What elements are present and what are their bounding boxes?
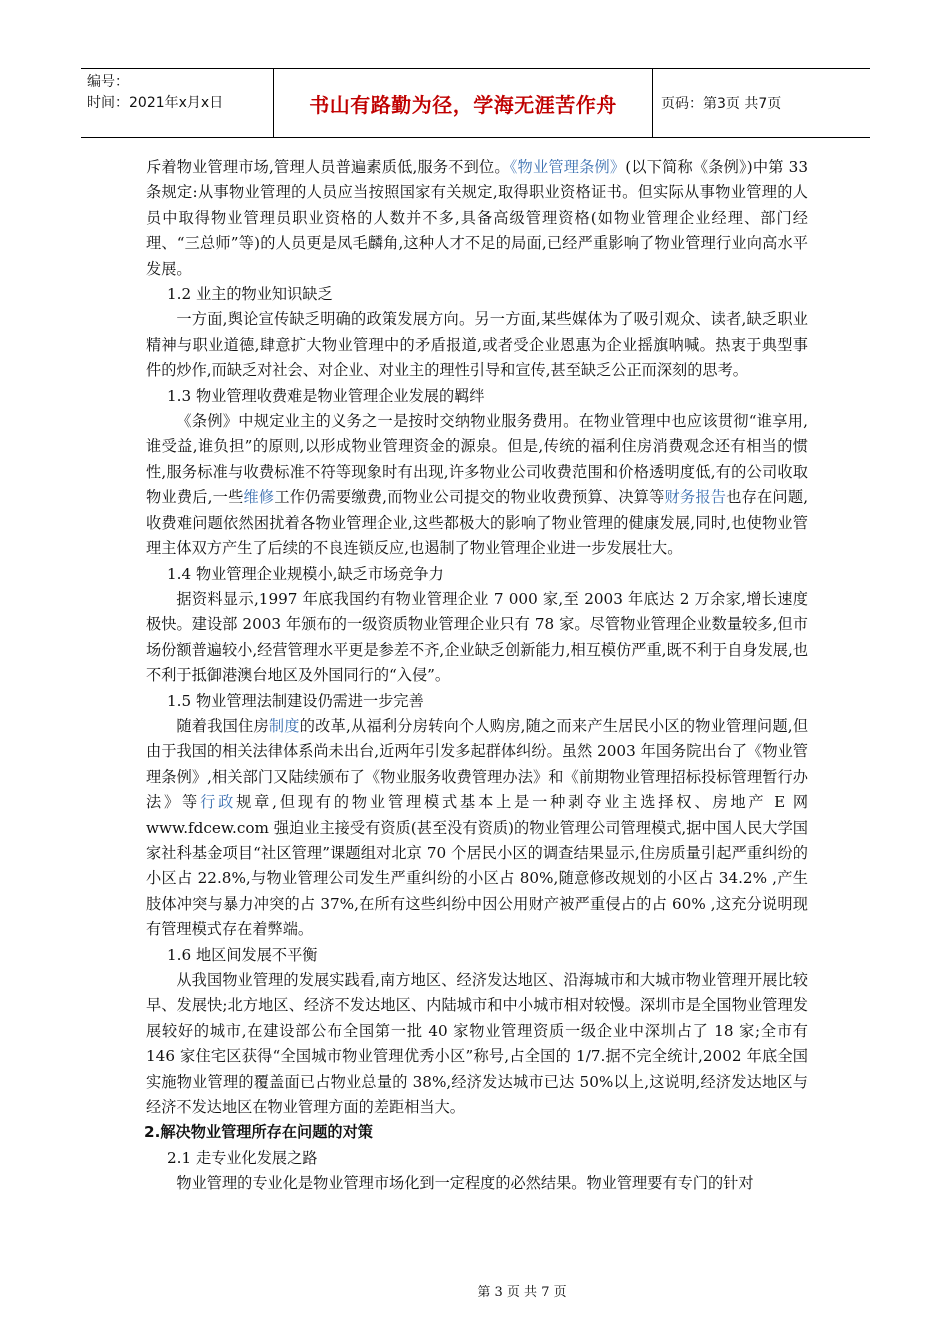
paragraph: 随着我国住房制度的改革,从福利分房转向个人购房,随之而来产生居民小区的物业管理问题,但由于我国的相关法律体系尚未出台,近两年引发多起群体纠纷。虽然 2003 年国务院出台了《物业管理条例》,相关部门又陆续颁布了《物业服务收费管理办法》和《前期物业管理招标投标管理暂行办法》等行政规章,但现有的物业管理模式基本上是一种剥夺业主选择权、房地产 E 网 www.fdcew.com 强迫业主接受有资质(甚至没有资质)的物业管理公司管理模式,据中国人民大学国家社科基金项目“社区管理”课题组对北京 70 个居民小区的调查结果显示,住房质量引起严重纠纷的小区占 22.8%,与物业管理公司发生严重纠纷的小区占 80%,随意修改规划的小区占 34.2% ,产生肢体冲突与暴力冲突的占 37%,在所有这些纠纷中因公用财产被严重侵占的占 60% ,这充分说明现有管理模式存在着弊端。 xyxy=(146,716,809,939)
section-heading-1-2: 1.2 业主的物业知识缺乏 xyxy=(167,285,333,304)
paragraph: 物业管理的专业化是物业管理市场化到一定程度的必然结果。物业管理要有专门的针对 xyxy=(176,1174,754,1193)
section-heading-1-6: 1.6 地区间发展不平衡 xyxy=(167,945,318,964)
paragraph: 从我国物业管理的发展实践看,南方地区、经济发达地区、沿海城市和大城市物业管理开展比较早、发展快;北方地区、经济不发达地区、内陆城市和中小城市相对较慢。深圳市是全国物业管理发展较好的城市,在建设部公布全国第一批 40 家物业管理资质一级企业中深圳占了 18 家;全市有 146 家住宅区获得“全国城市物业管理优秀小区”称号,占全国的 1/7.据不完全统计,2002 年底全国实施物业管理的覆盖面已占物业总量的 38%,经济发达城市已达 50%以上,这说明,经济发达地区与经济不发达地区在物业管理方面的差距相当大。 xyxy=(146,971,808,1117)
link-caiwu-baogao[interactable]: 财务报告 xyxy=(664,488,727,507)
section-heading-2-1: 2.1 走专业化发展之路 xyxy=(167,1148,318,1167)
link-weixiu[interactable]: 维修 xyxy=(243,488,275,507)
header-page-label: 页码：第3页 共7页 xyxy=(661,96,782,112)
header-motto: 书山有路勤为径，学海无涯苦作舟 xyxy=(274,69,653,137)
link-wuye-tiaoli[interactable]: 《物业管理条例》 xyxy=(509,158,626,176)
footer-page-number: 第 3 页 共 7 页 xyxy=(477,1285,567,1300)
paragraph: 据资料显示,1997 年底我国约有物业管理企业 7 000 家,至 2003 年底达 2 万余家,增长速度极快。建设部 2003 年颁布的一级资质物业管理企业只有 78 家。尽管物业管理企业数量较多,但市场份额普遍较小,经营管理水平更是参差不齐,企业缺乏创新能力,相互模仿严重,既不利于自身发展,也不利于抵御港澳台地区及外国同行的“入侵”。 xyxy=(146,589,809,685)
document-body xyxy=(146,155,808,1197)
header-meta xyxy=(81,69,274,137)
document-number-label: 编号： xyxy=(87,74,129,90)
page-footer xyxy=(0,1281,950,1300)
paragraph: 《条例》中规定业主的义务之一是按时交纳物业服务费用。在物业管理中也应该贯彻“谁享用,谁受益,谁负担”的原则,以形成物业管理资金的源泉。但是,传统的福利住房消费观念还有相当的惯性,服务标准与收费标准不符等现象时有出现,许多物业公司收费范围和价格透明度低,有的公司收取物业费后,一些维修工作仍需要缴费,而物业公司提交的物业收费预算、决算等财务报告也存在问题,收费难问题依然困扰着各物业管理企业,这些都极大的影响了物业管理的健康发展,同时,也使物业管理主体双方产生了后续的不良连锁反应,也遏制了物业管理企业进一步发展壮大。 xyxy=(146,412,809,558)
document-header xyxy=(81,68,870,138)
section-heading-2: 2.解决物业管理所存在问题的对策 xyxy=(144,1123,373,1142)
document-time-label: 时间：2021年x月x日 xyxy=(87,95,224,111)
section-heading-1-4: 1.4 物业管理企业规模小,缺乏市场竞争力 xyxy=(167,564,444,583)
paragraph: 斥着物业管理市场,管理人员普遍素质低,服务不到位。《物业管理条例》(以下简称《条例》)中第 33 条规定:从事物业管理的人员应当按照国家有关规定,取得职业资格证书。但实际从事物业管理的人员中取得物业管理员职业资格的人数并不多,具备高级管理资格(如物业管理企业经理、部门经理、“三总师”等)的人员更是凤毛麟角,这种人才不足的局面,已经严重影响了物业管理行业向高水平发展。 xyxy=(146,158,809,278)
link-zhidu[interactable]: 制度 xyxy=(268,716,300,735)
link-xingzheng[interactable]: 行政 xyxy=(200,793,237,812)
paragraph: 一方面,舆论宣传缺乏明确的政策发展方向。另一方面,某些媒体为了吸引观众、读者,缺乏职业精神与职业道德,肆意扩大物业管理中的矛盾报道,或者受企业恩惠为企业摇旗呐喊。热衷于典型事件的炒作,而缺乏对社会、对企业、对业主的理性引导和宣传,甚至缺乏公正而深刻的思考。 xyxy=(146,310,808,380)
section-heading-1-5: 1.5 物业管理法制建设仍需进一步完善 xyxy=(167,691,424,710)
section-heading-1-3: 1.3 物业管理收费难是物业管理企业发展的羁绊 xyxy=(167,386,485,405)
